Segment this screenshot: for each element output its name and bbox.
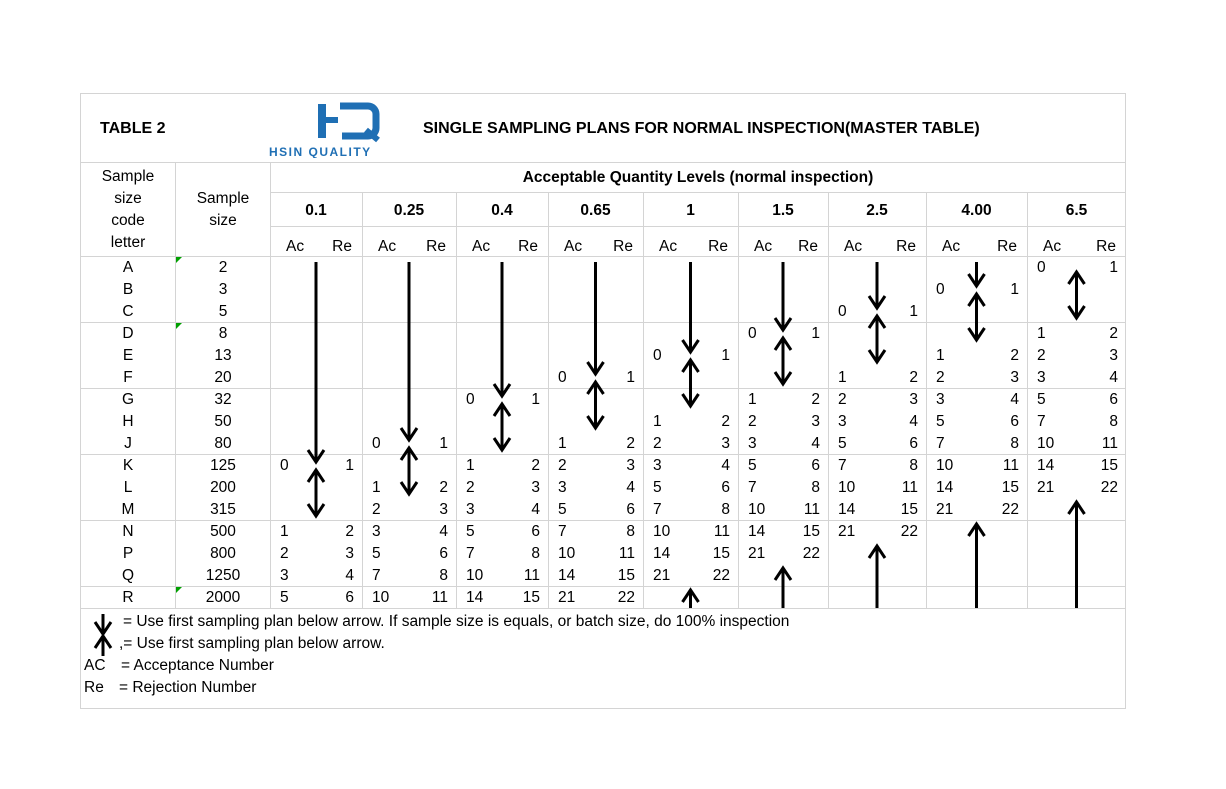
sample-size-cell: 3 bbox=[218, 281, 228, 298]
re-label: Re bbox=[518, 238, 538, 255]
code-letter-header: letter bbox=[110, 234, 146, 251]
legend-down-arrow bbox=[95, 614, 111, 634]
ac-value: 5 bbox=[466, 523, 475, 540]
ac-value: 10 bbox=[936, 457, 954, 474]
code-letter-header: code bbox=[111, 212, 145, 229]
down-arrow bbox=[969, 262, 985, 286]
re-label: Re bbox=[426, 238, 446, 255]
legend-re-text: = Rejection Number bbox=[119, 679, 257, 696]
re-value: 15 bbox=[1100, 457, 1118, 474]
re-value: 3 bbox=[721, 435, 730, 452]
code-letter-cell: L bbox=[123, 479, 133, 496]
ac-value: 1 bbox=[653, 413, 662, 430]
ac-label: Ac bbox=[1043, 238, 1062, 255]
aql-level-2.5: 2.5 bbox=[866, 202, 888, 219]
re-value: 3 bbox=[439, 501, 448, 518]
re-value: 8 bbox=[1010, 435, 1019, 452]
ac-value: 2 bbox=[748, 413, 757, 430]
ac-value: 10 bbox=[653, 523, 671, 540]
aql-level-1: 1 bbox=[686, 202, 695, 219]
re-value: 8 bbox=[439, 567, 448, 584]
re-value: 3 bbox=[531, 479, 540, 496]
re-value: 11 bbox=[618, 545, 635, 562]
ac-value: 5 bbox=[748, 457, 757, 474]
ac-value: 7 bbox=[466, 545, 475, 562]
ac-value: 1 bbox=[936, 347, 945, 364]
re-value: 4 bbox=[626, 479, 635, 496]
ac-value: 21 bbox=[653, 567, 671, 584]
re-value: 3 bbox=[345, 545, 354, 562]
ac-value: 1 bbox=[372, 479, 381, 496]
re-value: 3 bbox=[1109, 347, 1118, 364]
ac-label: Ac bbox=[378, 238, 397, 255]
re-value: 6 bbox=[626, 501, 635, 518]
ac-value: 3 bbox=[936, 391, 945, 408]
ac-value: 5 bbox=[838, 435, 847, 452]
ac-value: 1 bbox=[280, 523, 289, 540]
re-value: 6 bbox=[909, 435, 918, 452]
re-value: 4 bbox=[439, 523, 448, 540]
ac-value: 2 bbox=[280, 545, 289, 562]
ac-value: 1 bbox=[466, 457, 475, 474]
re-value: 22 bbox=[1001, 501, 1019, 518]
re-value: 1 bbox=[721, 347, 730, 364]
re-value: 2 bbox=[909, 369, 918, 386]
ac-value: 3 bbox=[838, 413, 847, 430]
ac-value: 1 bbox=[748, 391, 757, 408]
re-value: 22 bbox=[900, 523, 918, 540]
ac-value: 2 bbox=[466, 479, 475, 496]
code-letter-cell: N bbox=[122, 523, 134, 540]
ac-value: 2 bbox=[936, 369, 945, 386]
ac-value: 10 bbox=[558, 545, 576, 562]
code-letter-header: Sample bbox=[101, 168, 155, 185]
ac-label: Ac bbox=[472, 238, 491, 255]
table-label: TABLE 2 bbox=[100, 120, 166, 137]
code-letter-cell: Q bbox=[121, 567, 135, 584]
ac-value: 3 bbox=[466, 501, 475, 518]
sample-size-header: Sample bbox=[196, 190, 250, 207]
re-value: 8 bbox=[1109, 413, 1118, 430]
up-down-arrow bbox=[308, 470, 324, 516]
ac-value: 7 bbox=[558, 523, 567, 540]
ac-value: 14 bbox=[653, 545, 671, 562]
sample-size-cell: 5 bbox=[218, 303, 228, 320]
re-value: 1 bbox=[439, 435, 448, 452]
code-letter-header: size bbox=[114, 190, 142, 207]
ac-value: 3 bbox=[372, 523, 381, 540]
ac-value: 5 bbox=[1037, 391, 1046, 408]
ac-value: 0 bbox=[838, 303, 847, 320]
ac-value: 5 bbox=[280, 589, 289, 606]
sample-size-cell: 50 bbox=[214, 413, 232, 430]
ac-value: 0 bbox=[1037, 259, 1046, 276]
sample-size-cell: 125 bbox=[210, 457, 236, 474]
ac-value: 7 bbox=[1037, 413, 1046, 430]
re-value: 6 bbox=[439, 545, 448, 562]
ac-value: 0 bbox=[280, 457, 289, 474]
re-value: 6 bbox=[721, 479, 730, 496]
re-value: 4 bbox=[1010, 391, 1019, 408]
re-value: 8 bbox=[909, 457, 918, 474]
re-value: 3 bbox=[909, 391, 918, 408]
sample-size-cell: 500 bbox=[210, 523, 236, 540]
re-value: 11 bbox=[901, 479, 918, 496]
code-letter-cell: B bbox=[122, 281, 134, 298]
re-value: 15 bbox=[802, 523, 820, 540]
code-letter-cell: G bbox=[121, 391, 135, 408]
ac-value: 10 bbox=[372, 589, 390, 606]
ac-value: 7 bbox=[838, 457, 847, 474]
re-value: 1 bbox=[531, 391, 540, 408]
legend-ac-text: = Acceptance Number bbox=[121, 657, 274, 674]
code-letter-cell: E bbox=[122, 347, 134, 364]
re-value: 2 bbox=[439, 479, 448, 496]
ac-value: 10 bbox=[466, 567, 484, 584]
ac-value: 10 bbox=[748, 501, 766, 518]
re-value: 15 bbox=[617, 567, 635, 584]
aql-level-4.00: 4.00 bbox=[961, 202, 992, 219]
up-down-arrow bbox=[683, 360, 699, 406]
code-letter-cell: C bbox=[122, 303, 134, 320]
re-value: 15 bbox=[522, 589, 540, 606]
re-label: Re bbox=[332, 238, 352, 255]
ac-value: 3 bbox=[653, 457, 662, 474]
aql-level-0.4: 0.4 bbox=[491, 202, 513, 219]
code-letter-cell: K bbox=[122, 457, 134, 474]
re-value: 11 bbox=[523, 567, 540, 584]
re-value: 22 bbox=[802, 545, 820, 562]
up-arrow bbox=[683, 590, 699, 608]
re-value: 8 bbox=[811, 479, 820, 496]
aql-level-0.65: 0.65 bbox=[580, 202, 611, 219]
ac-value: 7 bbox=[936, 435, 945, 452]
re-value: 1 bbox=[1109, 259, 1118, 276]
ac-value: 0 bbox=[558, 369, 567, 386]
sample-size-cell: 13 bbox=[214, 347, 232, 364]
down-arrow bbox=[683, 262, 699, 352]
ac-value: 1 bbox=[1037, 325, 1046, 342]
re-value: 2 bbox=[811, 391, 820, 408]
re-value: 2 bbox=[1109, 325, 1118, 342]
ac-value: 14 bbox=[1037, 457, 1055, 474]
ac-value: 14 bbox=[748, 523, 766, 540]
re-value: 22 bbox=[712, 567, 730, 584]
sample-size-cell: 20 bbox=[214, 369, 232, 386]
re-value: 11 bbox=[1101, 435, 1118, 452]
ac-value: 21 bbox=[558, 589, 576, 606]
down-arrow bbox=[775, 262, 791, 330]
sample-size-cell: 80 bbox=[214, 435, 232, 452]
re-value: 4 bbox=[811, 435, 820, 452]
ac-value: 3 bbox=[748, 435, 757, 452]
re-value: 22 bbox=[617, 589, 635, 606]
up-arrow bbox=[775, 568, 791, 608]
re-value: 6 bbox=[1109, 391, 1118, 408]
re-label: Re bbox=[708, 238, 728, 255]
ac-value: 2 bbox=[838, 391, 847, 408]
re-value: 6 bbox=[811, 457, 820, 474]
ac-label: Ac bbox=[659, 238, 678, 255]
ac-value: 3 bbox=[1037, 369, 1046, 386]
sample-size-cell: 8 bbox=[218, 325, 228, 342]
code-letter-cell: H bbox=[122, 413, 134, 430]
ac-value: 2 bbox=[653, 435, 662, 452]
ac-value: 1 bbox=[558, 435, 567, 452]
ac-value: 7 bbox=[653, 501, 662, 518]
down-arrow bbox=[494, 262, 510, 396]
ac-value: 14 bbox=[466, 589, 484, 606]
legend-up-text: ,= Use first sampling plan below arrow. bbox=[119, 635, 385, 652]
re-value: 15 bbox=[712, 545, 730, 562]
sample-size-cell: 315 bbox=[210, 501, 236, 518]
re-value: 15 bbox=[900, 501, 918, 518]
aql-level-1.5: 1.5 bbox=[772, 202, 794, 219]
ac-value: 7 bbox=[372, 567, 381, 584]
ac-label: Ac bbox=[564, 238, 583, 255]
up-down-arrow bbox=[1069, 272, 1085, 318]
ac-value: 2 bbox=[1037, 347, 1046, 364]
code-letter-cell: A bbox=[122, 259, 134, 276]
legend-re-term: Re bbox=[84, 679, 104, 696]
ac-value: 5 bbox=[372, 545, 381, 562]
re-label: Re bbox=[613, 238, 633, 255]
sample-size-cell: 32 bbox=[214, 391, 232, 408]
legend-up-arrow bbox=[95, 636, 111, 656]
ac-value: 14 bbox=[838, 501, 856, 518]
down-arrow bbox=[869, 262, 885, 308]
re-value: 4 bbox=[909, 413, 918, 430]
aql-level-0.1: 0.1 bbox=[305, 202, 327, 219]
re-value: 1 bbox=[626, 369, 635, 386]
re-value: 2 bbox=[721, 413, 730, 430]
re-label: Re bbox=[997, 238, 1017, 255]
ac-value: 0 bbox=[466, 391, 475, 408]
re-value: 8 bbox=[721, 501, 730, 518]
re-value: 11 bbox=[1002, 457, 1019, 474]
up-down-arrow bbox=[588, 382, 604, 428]
sample-size-cell: 800 bbox=[210, 545, 236, 562]
legend-down-text: = Use first sampling plan below arrow. If sample size is equals, or batch size, do 100% inspection bbox=[123, 613, 790, 630]
page-title: SINGLE SAMPLING PLANS FOR NORMAL INSPECTION(MASTER TABLE) bbox=[423, 120, 980, 137]
ac-value: 7 bbox=[748, 479, 757, 496]
code-letter-cell: D bbox=[122, 325, 134, 342]
ac-label: Ac bbox=[754, 238, 773, 255]
code-letter-cell: R bbox=[122, 589, 134, 606]
re-value: 11 bbox=[803, 501, 820, 518]
re-value: 3 bbox=[811, 413, 820, 430]
ac-label: Ac bbox=[942, 238, 961, 255]
re-value: 15 bbox=[1001, 479, 1019, 496]
re-value: 4 bbox=[1109, 369, 1118, 386]
ac-value: 14 bbox=[936, 479, 954, 496]
code-letter-cell: F bbox=[123, 369, 133, 386]
re-value: 4 bbox=[345, 567, 354, 584]
up-down-arrow bbox=[494, 404, 510, 450]
re-value: 1 bbox=[811, 325, 820, 342]
sample-size-cell: 200 bbox=[210, 479, 236, 496]
up-down-arrow bbox=[869, 316, 885, 362]
re-value: 4 bbox=[721, 457, 730, 474]
re-value: 1 bbox=[909, 303, 918, 320]
sample-size-cell: 2000 bbox=[205, 589, 241, 606]
re-value: 3 bbox=[1010, 369, 1019, 386]
ac-value: 14 bbox=[558, 567, 576, 584]
re-value: 3 bbox=[626, 457, 635, 474]
down-arrow bbox=[401, 262, 417, 440]
re-value: 11 bbox=[713, 523, 730, 540]
re-label: Re bbox=[1096, 238, 1116, 255]
aql-header: Acceptable Quantity Levels (normal inspection) bbox=[522, 169, 874, 186]
re-value: 6 bbox=[531, 523, 540, 540]
ac-value: 1 bbox=[838, 369, 847, 386]
re-value: 2 bbox=[1010, 347, 1019, 364]
ac-label: Ac bbox=[844, 238, 863, 255]
up-down-arrow bbox=[401, 448, 417, 494]
ac-value: 3 bbox=[280, 567, 289, 584]
up-down-arrow bbox=[969, 294, 985, 340]
re-value: 2 bbox=[531, 457, 540, 474]
down-arrow bbox=[308, 262, 324, 462]
code-letter-cell: M bbox=[121, 501, 135, 518]
ac-value: 0 bbox=[372, 435, 381, 452]
re-value: 22 bbox=[1100, 479, 1118, 496]
up-arrow bbox=[969, 524, 985, 608]
ac-value: 3 bbox=[558, 479, 567, 496]
ac-value: 2 bbox=[558, 457, 567, 474]
ac-value: 5 bbox=[936, 413, 945, 430]
code-letter-cell: J bbox=[124, 435, 132, 452]
down-arrow bbox=[588, 262, 604, 374]
aql-level-6.5: 6.5 bbox=[1065, 202, 1088, 219]
ac-value: 5 bbox=[558, 501, 567, 518]
re-value: 4 bbox=[531, 501, 540, 518]
ac-value: 10 bbox=[1037, 435, 1055, 452]
ac-label: Ac bbox=[286, 238, 305, 255]
ac-value: 21 bbox=[936, 501, 954, 518]
logo-wordmark: HSIN QUALITY bbox=[269, 145, 372, 158]
re-label: Re bbox=[798, 238, 818, 255]
ac-value: 21 bbox=[748, 545, 766, 562]
re-value: 2 bbox=[626, 435, 635, 452]
re-value: 11 bbox=[431, 589, 448, 606]
re-label: Re bbox=[896, 238, 916, 255]
re-value: 6 bbox=[1010, 413, 1019, 430]
ac-value: 0 bbox=[653, 347, 662, 364]
ac-value: 21 bbox=[838, 523, 856, 540]
re-value: 2 bbox=[345, 523, 354, 540]
aql-level-0.25: 0.25 bbox=[393, 202, 425, 219]
legend-ac-term: AC bbox=[84, 657, 106, 674]
sample-size-cell: 2 bbox=[218, 259, 228, 276]
sample-size-cell: 1250 bbox=[205, 567, 241, 584]
re-value: 8 bbox=[531, 545, 540, 562]
ac-value: 10 bbox=[838, 479, 856, 496]
up-arrow bbox=[869, 546, 885, 608]
ac-value: 21 bbox=[1037, 479, 1055, 496]
up-arrow bbox=[1069, 502, 1085, 608]
code-letter-cell: P bbox=[122, 545, 134, 562]
sample-size-header: size bbox=[209, 212, 237, 229]
re-value: 8 bbox=[626, 523, 635, 540]
ac-value: 0 bbox=[936, 281, 945, 298]
up-down-arrow bbox=[775, 338, 791, 384]
ac-value: 2 bbox=[372, 501, 381, 518]
re-value: 6 bbox=[345, 589, 354, 606]
re-value: 1 bbox=[345, 457, 354, 474]
re-value: 1 bbox=[1010, 281, 1019, 298]
ac-value: 5 bbox=[653, 479, 662, 496]
ac-value: 0 bbox=[748, 325, 757, 342]
